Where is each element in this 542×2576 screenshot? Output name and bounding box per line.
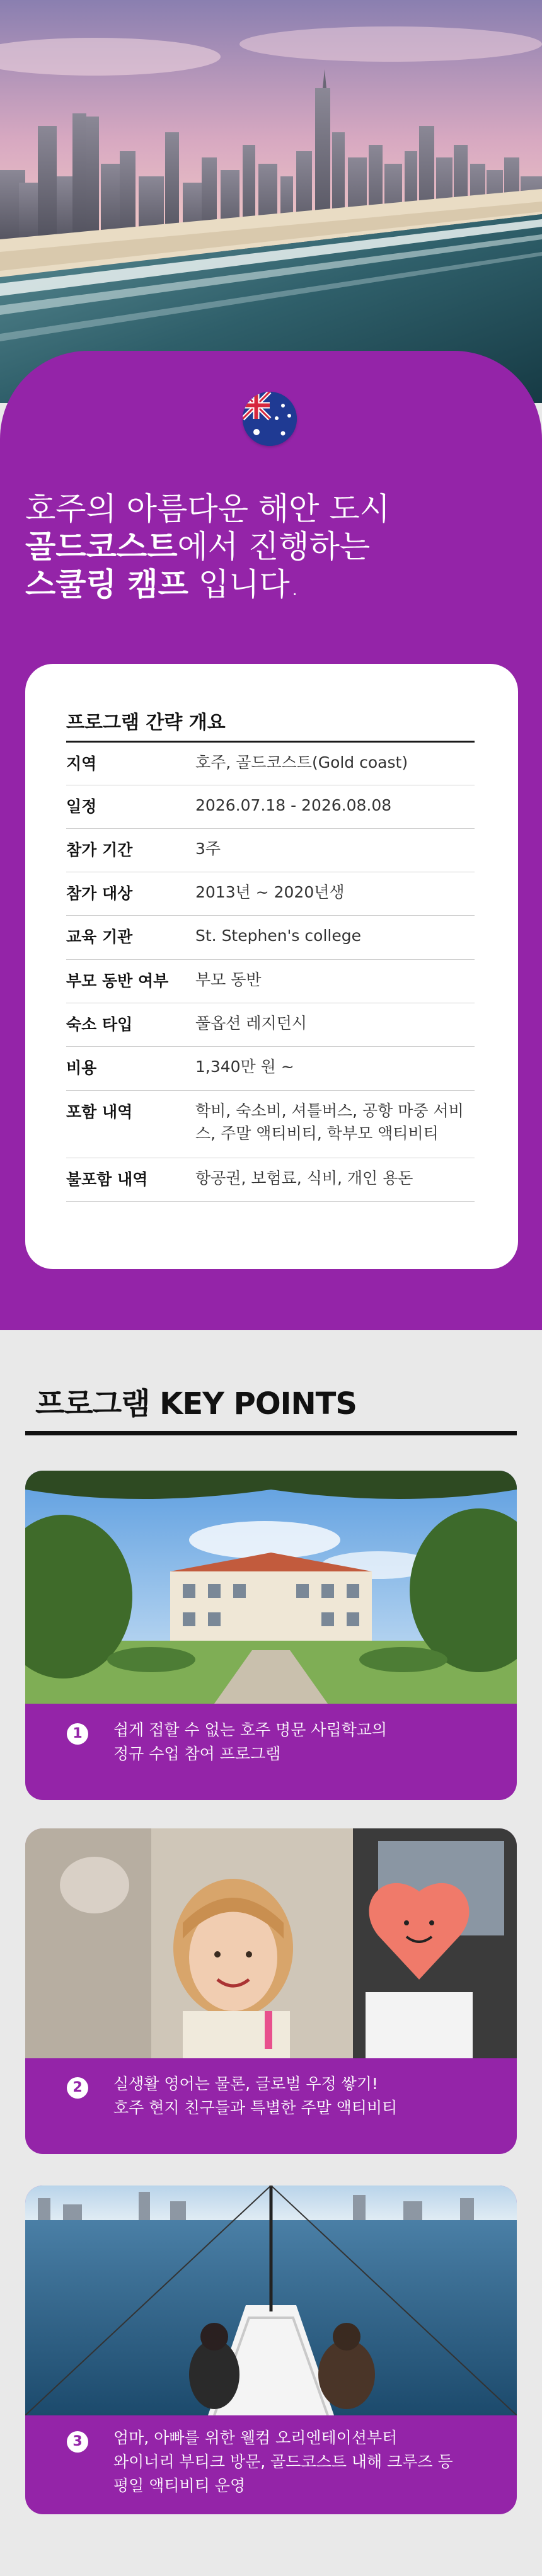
summary-key: 참가 대상 xyxy=(66,884,133,903)
caption-line: 정규 수업 참여 프로그램 xyxy=(113,1745,281,1763)
summary-row xyxy=(66,960,475,1003)
summary-value: 부모 동반 xyxy=(195,971,262,989)
children-activity-photo xyxy=(25,1828,517,2058)
summary-row xyxy=(66,872,475,916)
summary-value: 2026.07.18 - 2026.08.08 xyxy=(195,796,392,814)
gold-coast-skyline-photo xyxy=(0,0,542,403)
caption-line: 실생활 영어는 물론, 글로벌 우정 쌓기! xyxy=(113,2075,378,2093)
headline-line1: 호주의 아름다운 해안 도시 xyxy=(25,491,390,527)
summary-key: 교육 기관 xyxy=(66,928,133,946)
caption-line: 쉽게 접할 수 없는 호주 명문 사립학교의 xyxy=(113,1721,388,1739)
headline-camp: 스쿨링 캠프 xyxy=(25,566,188,603)
summary-value: 1,340만 원 ~ xyxy=(195,1057,294,1076)
caption-line: 엄마, 아빠를 위한 웰컴 오리엔테이션부터 xyxy=(113,2429,398,2447)
summary-row xyxy=(66,829,475,872)
summary-value: 항공권, 보험료, 식비, 개인 용돈 xyxy=(195,1169,413,1187)
summary-key: 참가 기간 xyxy=(66,841,133,859)
summary-title: 프로그램 간략 개요 xyxy=(66,712,226,734)
headline-line2: 에서 진행하는 xyxy=(177,528,371,565)
summary-key: 포함 내역 xyxy=(66,1103,133,1121)
summary-row xyxy=(66,1158,475,1202)
summary-value: 풀옵션 레지던시 xyxy=(195,1014,307,1032)
key-point-text xyxy=(113,2426,504,2498)
hero-photo xyxy=(0,0,542,403)
key-point-card-2 xyxy=(25,1828,517,2154)
key-point-text xyxy=(113,2072,504,2120)
summary-value: 호주, 골드코스트(Gold coast) xyxy=(195,753,408,772)
australia-flag-icon xyxy=(243,392,297,446)
school-campus-photo xyxy=(25,1471,517,1704)
summary-row xyxy=(66,785,475,829)
key-point-card-1 xyxy=(25,1471,517,1800)
headline-line3: 입니다. xyxy=(188,566,300,603)
headline-city: 골드코스트 xyxy=(25,528,178,565)
summary-key: 부모 동반 여부 xyxy=(66,972,169,990)
key-points-divider xyxy=(25,1431,517,1435)
key-point-text xyxy=(113,1718,504,1766)
key-points-title: 프로그램 KEY POINTS xyxy=(35,1386,357,1422)
summary-row xyxy=(66,916,475,960)
summary-value: 2013년 ~ 2020년생 xyxy=(195,883,345,901)
summary-key: 불포함 내역 xyxy=(66,1170,148,1188)
summary-row xyxy=(66,743,475,785)
caption-line: 평일 액티비티 운영 xyxy=(113,2476,246,2495)
program-summary-card xyxy=(25,664,518,1269)
summary-row xyxy=(66,1047,475,1091)
point-number-badge: 1 xyxy=(67,1723,88,1745)
summary-key: 지역 xyxy=(66,755,97,773)
caption-line: 호주 현지 친구들과 특별한 주말 액티비티 xyxy=(113,2099,398,2117)
summary-value: 학비, 숙소비, 셔틀버스, 공항 마중 서비스, 주말 액티비티, 학부모 액티비티 xyxy=(195,1102,464,1143)
summary-key: 숙소 타입 xyxy=(66,1015,133,1034)
key-point-card-3 xyxy=(25,2186,517,2514)
point-number-badge: 3 xyxy=(67,2431,88,2453)
summary-key: 비용 xyxy=(66,1059,97,1077)
point-number-badge: 2 xyxy=(67,2077,88,2099)
summary-table xyxy=(66,743,475,1202)
yacht-cruise-photo xyxy=(25,2186,517,2415)
summary-row xyxy=(66,1091,475,1158)
summary-key: 일정 xyxy=(66,797,97,816)
summary-value: St. Stephen's college xyxy=(195,926,361,945)
caption-line: 와이너리 부티크 방문, 골드코스트 내해 크루즈 등 xyxy=(113,2453,453,2471)
intro-headline xyxy=(25,490,517,603)
summary-row xyxy=(66,1003,475,1047)
summary-value: 3주 xyxy=(195,840,221,858)
